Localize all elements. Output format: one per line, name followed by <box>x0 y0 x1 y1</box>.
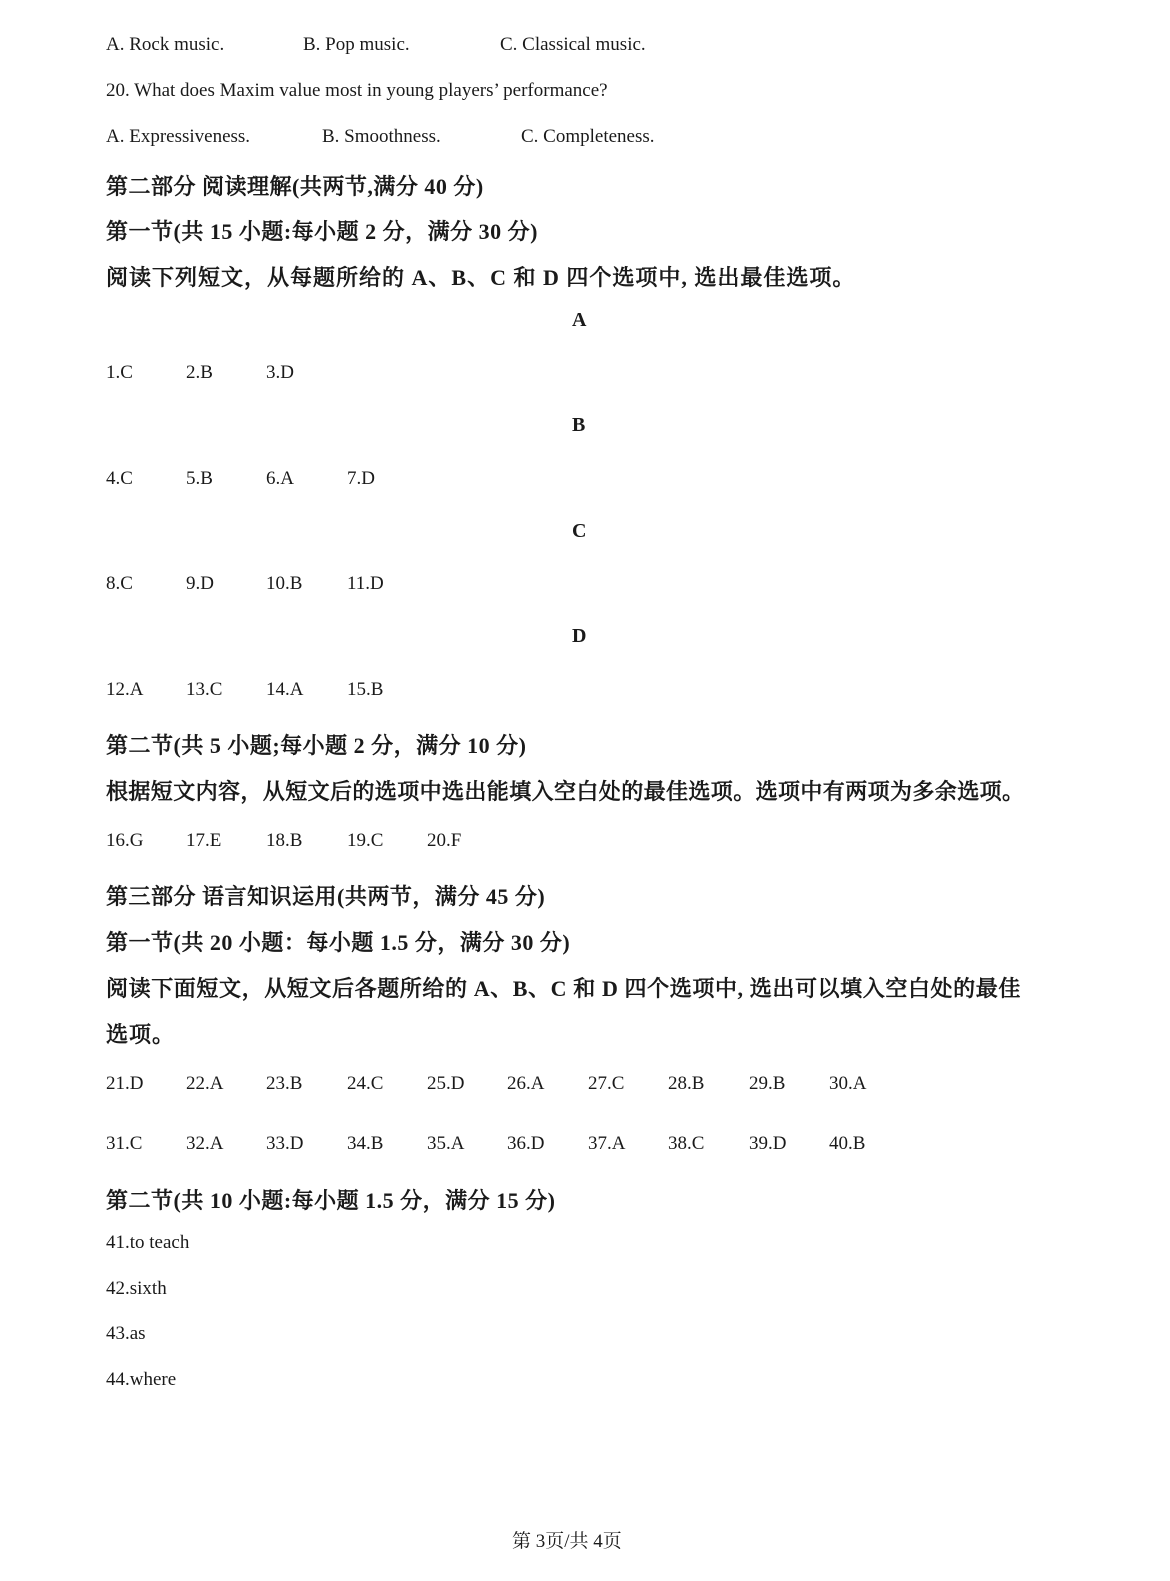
part2-section2-instruction: 根据短文内容，从短文后的选项中选出能填入空白处的最佳选项。选项中有两项为多余选项。 <box>106 779 1025 804</box>
q19-option-b: B. Pop music. <box>303 34 410 55</box>
answer-item: 15.B <box>347 679 384 700</box>
part2-title: 第二部分 阅读理解(共两节,满分 40 分) <box>106 174 484 199</box>
answer-item: 7.D <box>347 468 375 489</box>
answer-item: 24.C <box>347 1073 384 1094</box>
answer-item: 33.D <box>266 1133 304 1154</box>
answer-item: 16.G <box>106 830 144 851</box>
answer-item: 22.A <box>186 1073 224 1094</box>
answer-item: 11.D <box>347 573 384 594</box>
answer-item: 6.A <box>266 468 294 489</box>
answer-item: 23.B <box>266 1073 303 1094</box>
page-number: 第 3页/共 4页 <box>512 1531 622 1552</box>
answer-item: 28.B <box>668 1073 705 1094</box>
answer-item: 29.B <box>749 1073 786 1094</box>
part3-section1-instruction-line2: 选项。 <box>106 1022 176 1047</box>
part3-section1-instruction-line1: 阅读下面短文，从短文后各题所给的 A、B、C 和 D 四个选项中, 选出可以填入空白处的最佳 <box>106 976 1021 1001</box>
answer-item: 44.where <box>106 1369 177 1390</box>
answer-item: 3.D <box>266 362 294 383</box>
answer-item: 42.sixth <box>106 1278 167 1299</box>
answer-item: 20.F <box>427 830 462 851</box>
answer-item: 36.D <box>507 1133 545 1154</box>
answer-item: 18.B <box>266 830 303 851</box>
answer-item: 19.C <box>347 830 384 851</box>
answer-item: 13.C <box>186 679 223 700</box>
part2-section2-title: 第二节(共 5 小题;每小题 2 分，满分 10 分) <box>106 733 527 758</box>
answer-item: 34.B <box>347 1133 384 1154</box>
answer-item: 26.A <box>507 1073 545 1094</box>
answer-item: 32.A <box>186 1133 224 1154</box>
part2-section1-title: 第一节(共 15 小题:每小题 2 分，满分 30 分) <box>106 219 538 244</box>
answer-item: 14.A <box>266 679 304 700</box>
answer-item: 38.C <box>668 1133 705 1154</box>
passage-letter-a: A <box>572 309 587 331</box>
q20-option-c: C. Completeness. <box>521 126 655 147</box>
part2-section1-instruction: 阅读下列短文，从每题所给的 A、B、C 和 D 四个选项中, 选出最佳选项。 <box>106 265 856 290</box>
answer-item: 40.B <box>829 1133 866 1154</box>
passage-letter-d: D <box>572 625 587 647</box>
answer-item: 37.A <box>588 1133 626 1154</box>
answer-item: 41.to teach <box>106 1232 190 1253</box>
answer-item: 27.C <box>588 1073 625 1094</box>
answer-item: 2.B <box>186 362 213 383</box>
answer-item: 8.C <box>106 573 133 594</box>
answer-item: 12.A <box>106 679 144 700</box>
answer-item: 1.C <box>106 362 133 383</box>
answer-item: 30.A <box>829 1073 867 1094</box>
q19-option-a: A. Rock music. <box>106 34 225 55</box>
answer-item: 5.B <box>186 468 213 489</box>
answer-item: 31.C <box>106 1133 143 1154</box>
passage-letter-b: B <box>572 414 586 436</box>
q20-option-b: B. Smoothness. <box>322 126 441 147</box>
answer-item: 21.D <box>106 1073 144 1094</box>
answer-item: 35.A <box>427 1133 465 1154</box>
passage-letter-c: C <box>572 520 587 542</box>
part3-section1-title: 第一节(共 20 小题：每小题 1.5 分，满分 30 分) <box>106 930 571 955</box>
answer-item: 17.E <box>186 830 222 851</box>
q19-option-c: C. Classical music. <box>500 34 646 55</box>
answer-item: 9.D <box>186 573 214 594</box>
answer-item: 43.as <box>106 1323 146 1344</box>
answer-item: 25.D <box>427 1073 465 1094</box>
q20-option-a: A. Expressiveness. <box>106 126 251 147</box>
part3-section2-title: 第二节(共 10 小题:每小题 1.5 分，满分 15 分) <box>106 1188 556 1213</box>
part3-title: 第三部分 语言知识运用(共两节，满分 45 分) <box>106 884 546 909</box>
answer-item: 10.B <box>266 573 303 594</box>
answer-item: 4.C <box>106 468 133 489</box>
answer-item: 39.D <box>749 1133 787 1154</box>
q20-question: 20. What does Maxim value most in young players’ performance? <box>106 80 608 101</box>
